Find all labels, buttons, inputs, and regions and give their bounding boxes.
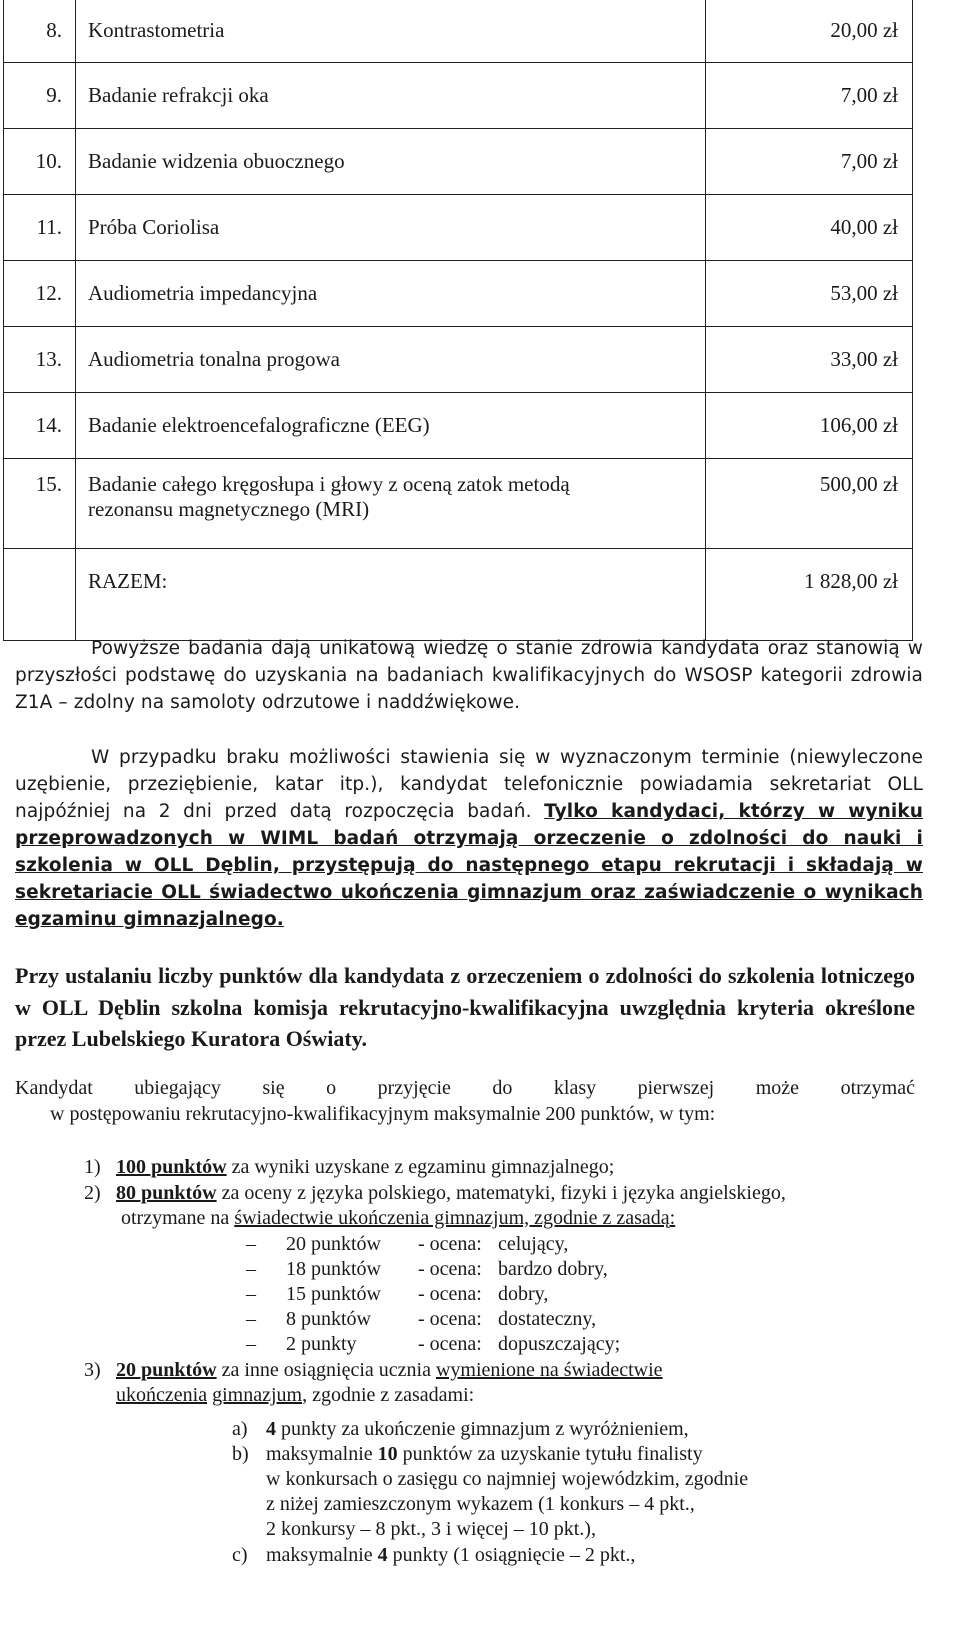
table-row xyxy=(4,326,913,392)
row-name: Badanie refrakcji oka xyxy=(76,62,706,128)
intro-word: o xyxy=(326,1077,337,1099)
list-points: 80 punktów xyxy=(116,1182,217,1204)
list-number: 2) xyxy=(84,1182,101,1204)
table-row xyxy=(4,260,913,326)
intro-word: pierwszej xyxy=(637,1077,715,1099)
row-number: 12. xyxy=(4,260,76,326)
grade-label: - ocena: xyxy=(418,1233,482,1255)
sub-text: maksymalnie xyxy=(266,1544,378,1566)
paragraph-health-info: Powyższe badania dają unikatową wiedzę o stanie zdrowia kandydata oraz stanowią w przyszłości podstawę do uzyskania na badaniach kwalifikacyjnych do WSOSP kategorii zdrowia Z1A – zdolny na samoloty odrzutowe i naddźwiękowe. xyxy=(15,638,923,713)
row-name: Badanie widzenia obuocznego xyxy=(76,128,706,194)
list-line xyxy=(84,1383,934,1408)
list-points: 20 punktów xyxy=(116,1359,217,1381)
sub-item-b xyxy=(232,1442,872,1542)
intro-word: przyjęcie xyxy=(377,1077,451,1099)
grade-name: dopuszczający; xyxy=(498,1333,621,1355)
grade-label: - ocena: xyxy=(418,1258,482,1280)
grade-row xyxy=(246,1257,608,1282)
row-name-line: rezonansu magnetycznego (MRI) xyxy=(88,496,370,521)
row-name xyxy=(76,458,706,548)
intro-word: ubiegający xyxy=(134,1077,221,1099)
total-row xyxy=(4,548,913,640)
sub-text: punktów za uzyskanie tytułu finalisty xyxy=(397,1443,703,1465)
grade-points: 8 punktów xyxy=(286,1308,371,1330)
row-price: 40,00 zł xyxy=(706,194,913,260)
list-item-1 xyxy=(84,1155,934,1180)
list-text: gimnazjum xyxy=(212,1384,303,1406)
paragraph-absence-emphasis: Tylko kandydaci, którzy w wyniku przeprowadzonych w WIML badań otrzymają orzeczenie o zdolności do nauki i szkolenia w OLL Dęblin, przystępują do następnego etapu rekrutacji i składają w sekretariacie OLL świadectwo ukończenia gimnazjum oraz zaświadczenie o wynikach egzaminu gimnazjalnego. xyxy=(15,801,923,930)
row-price: 500,00 zł xyxy=(706,458,913,548)
grade-name: dobry, xyxy=(498,1283,549,1305)
list-text: świadectwie ukończenia gimnazjum, zgodnie z zasadą: xyxy=(234,1207,676,1229)
intro-word: może xyxy=(755,1077,800,1099)
list-text: otrzymane na xyxy=(121,1207,235,1229)
list-line xyxy=(84,1206,934,1231)
sub-letter: a) xyxy=(232,1418,248,1440)
row-number: 15. xyxy=(4,458,76,548)
row-number: 9. xyxy=(4,62,76,128)
points-intro xyxy=(15,1075,915,1127)
row-number: 10. xyxy=(4,128,76,194)
row-price: 106,00 zł xyxy=(706,392,913,458)
grade-label: - ocena: xyxy=(418,1283,482,1305)
row-number: 13. xyxy=(4,326,76,392)
total-value: 1 828,00 zł xyxy=(706,548,913,640)
row-price: 20,00 zł xyxy=(706,0,913,62)
grade-row xyxy=(246,1307,596,1332)
table-row xyxy=(4,392,913,458)
row-price: 7,00 zł xyxy=(706,62,913,128)
sub-letter: c) xyxy=(232,1544,248,1566)
total-label: RAZEM: xyxy=(76,548,706,640)
grade-name: celujący, xyxy=(498,1233,569,1255)
intro-word: klasy xyxy=(553,1077,597,1099)
fee-table xyxy=(3,0,913,641)
dash: – xyxy=(246,1333,256,1355)
grade-points: 2 punkty xyxy=(286,1333,357,1355)
grade-name: dostateczny, xyxy=(498,1308,597,1330)
grade-points: 20 punktów xyxy=(286,1233,381,1255)
points-intro-line: w postępowaniu rekrutacyjno-kwalifikacyjnym maksymalnie 200 punktów, w tym: xyxy=(50,1103,716,1125)
table-row xyxy=(4,194,913,260)
intro-word: otrzymać xyxy=(840,1077,915,1099)
row-number: 8. xyxy=(4,0,76,62)
row-name: Kontrastometria xyxy=(76,0,706,62)
row-price: 7,00 zł xyxy=(706,128,913,194)
row-price: 53,00 zł xyxy=(706,260,913,326)
list-text: za inne osiągnięcia ucznia xyxy=(216,1359,436,1381)
table-row xyxy=(4,128,913,194)
list-points: 100 punktów xyxy=(116,1156,227,1178)
sub-line: z niżej zamieszczonym wykazem (1 konkurs – 4 pkt., xyxy=(266,1493,695,1515)
list-text: wymienione na świadectwie xyxy=(435,1359,663,1381)
paragraph-absence-text: W przypadku braku możliwości stawienia się w wyznaczonym terminie (niewyleczone uzębienie, przeziębienie, katar itp.), kandydat telefonicznie powiadamia sekretariat OLL najpóźniej na 2 dni przed datą rozpoczęcia badań. xyxy=(15,747,923,822)
grade-points: 18 punktów xyxy=(286,1258,381,1280)
sub-text: punkty (1 osiągnięcie – 2 pkt., xyxy=(387,1544,636,1566)
table-row xyxy=(4,0,913,62)
sub-item-a xyxy=(232,1417,872,1442)
sub-bold: 4 xyxy=(266,1418,276,1440)
intro-word: do xyxy=(492,1077,513,1099)
list-text: za wyniki uzyskane z egzaminu gimnazjalnego; xyxy=(226,1156,615,1178)
paragraph-absence-info xyxy=(15,744,923,933)
dash: – xyxy=(246,1308,256,1330)
sub-text: punkty za ukończenie gimnazjum z wyróżnieniem, xyxy=(276,1418,689,1440)
grade-label: - ocena: xyxy=(418,1333,482,1355)
dash: – xyxy=(246,1283,256,1305)
dash: – xyxy=(246,1258,256,1280)
list-line xyxy=(84,1181,934,1206)
sub-line: w konkursach o zasięgu co najmniej wojewódzkim, zgodnie xyxy=(266,1468,749,1490)
list-text: ukończenia xyxy=(116,1384,208,1406)
intro-word: się xyxy=(262,1077,285,1099)
sub-text: maksymalnie xyxy=(266,1443,378,1465)
sub-bold: 10 xyxy=(377,1443,398,1465)
sub-letter: b) xyxy=(232,1443,249,1465)
grade-row xyxy=(246,1332,620,1357)
list-item-2 xyxy=(84,1181,934,1231)
grade-row xyxy=(246,1232,568,1257)
row-name: Próba Coriolisa xyxy=(76,194,706,260)
list-number: 1) xyxy=(84,1156,101,1178)
row-name: Audiometria tonalna progowa xyxy=(76,326,706,392)
paragraph-points-criteria: Przy ustalaniu liczby punktów dla kandydata z orzeczeniem o zdolności do szkolenia lotniczego w OLL Dęblin szkolna komisja rekrutacyjno-kwalifikacyjna uwzględnia kryteria określone przez Lubelskiego Kuratora Oświaty. xyxy=(15,963,915,1051)
row-name: Badanie elektroencefalograficzne (EEG) xyxy=(76,392,706,458)
row-number: 14. xyxy=(4,392,76,458)
row-name-line: Badanie całego kręgosłupa i głowy z oceną zatok metodą xyxy=(88,471,570,496)
sub-line: 2 konkursy – 8 pkt., 3 i więcej – 10 pkt.), xyxy=(266,1518,596,1540)
grade-row xyxy=(246,1282,548,1307)
grade-name: bardzo dobry, xyxy=(498,1258,608,1280)
table-row xyxy=(4,62,913,128)
points-intro-line xyxy=(15,1075,915,1101)
dash: – xyxy=(246,1233,256,1255)
list-line xyxy=(84,1358,934,1383)
list-item-3 xyxy=(84,1358,934,1408)
row-price: 33,00 zł xyxy=(706,326,913,392)
row-number: 11. xyxy=(4,194,76,260)
sub-line xyxy=(232,1442,872,1467)
list-text: za oceny z języka polskiego, matematyki, fizyki i języka angielskiego, xyxy=(216,1182,786,1204)
intro-word: Kandydat xyxy=(15,1077,93,1099)
list-number: 3) xyxy=(84,1359,101,1381)
list-text: , zgodnie z zasadami: xyxy=(302,1384,475,1406)
grade-label: - ocena: xyxy=(418,1308,482,1330)
fee-table-body xyxy=(4,0,913,640)
sub-item-c xyxy=(232,1543,872,1568)
row-name: Audiometria impedancyjna xyxy=(76,260,706,326)
grade-points: 15 punktów xyxy=(286,1283,381,1305)
sub-bold: 4 xyxy=(377,1544,388,1566)
total-number-cell xyxy=(4,548,76,640)
table-row xyxy=(4,458,913,548)
